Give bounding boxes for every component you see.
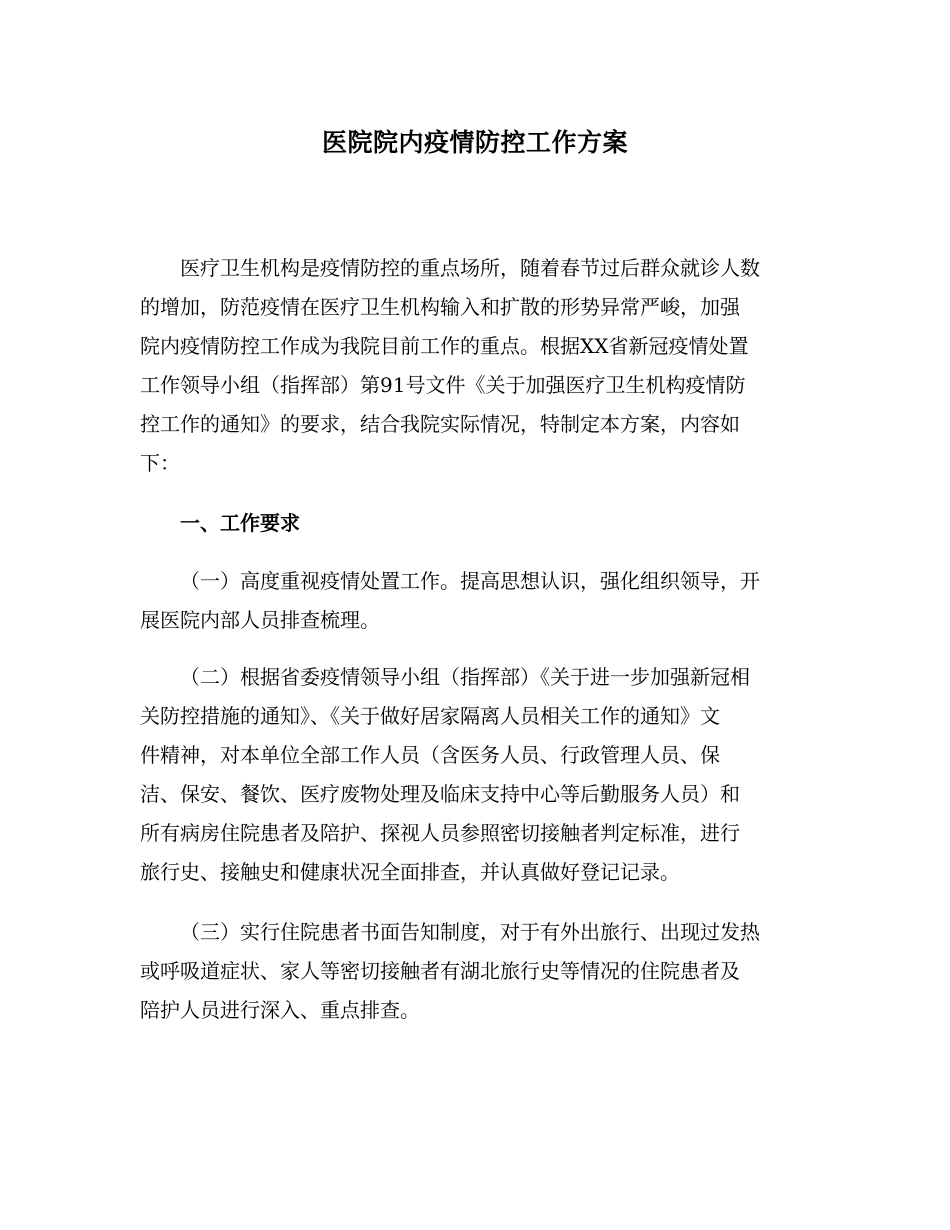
intro-line-1: 医疗卫生机构是疫情防控的重点场所，随着春节过后群众就诊人数	[180, 256, 760, 280]
item1-line-1: （一）高度重视疫情处置工作。提高思想认识，强化组织领导，开	[180, 569, 760, 593]
intro-line-6: 下：	[140, 451, 180, 475]
document-title: 医院院内疫情防控工作方案	[321, 128, 628, 157]
intro-line-2: 的增加，防范疫情在医疗卫生机构输入和扩散的形势异常严峻，加强	[140, 295, 740, 319]
intro-line-5: 控工作的通知》的要求，结合我院实际情况，特制定本方案，内容如	[140, 412, 740, 436]
intro-line-4: 工作领导小组（指挥部）第91号文件《关于加强医疗卫生机构疫情防	[140, 373, 746, 397]
item2-line-2: 关防控措施的通知》、《关于做好居家隔离人员相关工作的通知》文	[140, 704, 720, 728]
item2-line-4: 洁、保安、餐饮、医疗废物处理及临床支持中心等后勤服务人员）和	[140, 782, 740, 806]
item2-line-3: 件精神，对本单位全部工作人员（含医务人员、行政管理人员、保	[140, 743, 720, 767]
intro-line-3: 院内疫情防控工作成为我院目前工作的重点。根据XX省新冠疫情处置	[140, 334, 749, 358]
item3-line-1: （三）实行住院患者书面告知制度，对于有外出旅行、出现过发热	[180, 920, 760, 944]
item2-line-1: （二）根据省委疫情领导小组（指挥部）《关于进一步加强新冠相	[180, 665, 750, 689]
item1-line-2: 展医院内部人员排查梳理。	[140, 608, 380, 632]
item2-line-6: 旅行史、接触史和健康状况全面排查，并认真做好登记记录。	[140, 860, 680, 884]
item3-line-2: 或呼吸道症状、家人等密切接触者有湖北旅行史等情况的住院患者及	[140, 959, 740, 983]
section-heading-1: 一、工作要求	[180, 511, 300, 535]
item2-line-5: 所有病房住院患者及陪护、探视人员参照密切接触者判定标准，进行	[140, 821, 740, 845]
item3-line-3: 陪护人员进行深入、重点排查。	[140, 998, 420, 1022]
